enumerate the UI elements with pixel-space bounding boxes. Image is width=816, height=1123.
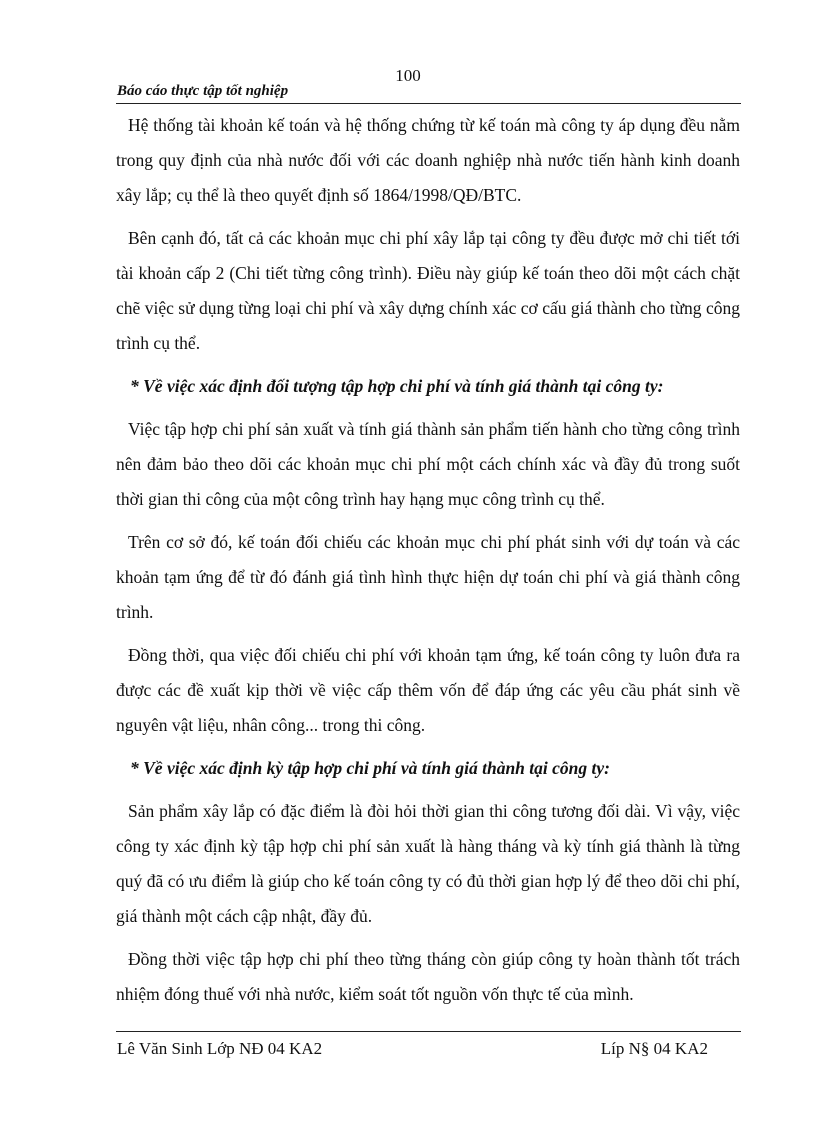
paragraph-cost-accounts: Bên cạnh đó, tất cả các khoản mục chi phí xây lắp tại công ty đều được mở chi tiết tới tài khoản cấp 2 (Chi tiết từng công trình). Điều này giúp kế toán theo dõi một cách chặt chẽ việc sử dụng từng loại chi phí và xây dựng chính xác cơ cấu giá thành cho từng công trình cụ thể. (116, 228, 740, 353)
paragraph-product-period: Sản phẩm xây lắp có đặc điểm là đòi hỏi thời gian thi công tương đối dài. Vì vậy, việc công ty xác định kỳ tập hợp chi phí sản xuất là hàng tháng và kỳ tính giá thành là từng quý đã có ưu điểm là giúp cho kế toán công ty có đủ thời gian hợp lý để theo dõi chi phí, giá thành một cách cập nhật, đầy đủ. (116, 801, 740, 926)
document-body (116, 108, 740, 1020)
paragraph-accounting-system: Hệ thống tài khoản kế toán và hệ thống chứng từ kế toán mà công ty áp dụng đều nằm trong quy định của nhà nước đối với các doanh nghiệp nhà nước tiến hành kinh doanh xây lắp; cụ thể là theo quyết định số 1864/1998/QĐ/BTC. (116, 115, 740, 205)
page-number: 100 (395, 66, 421, 85)
heading-cost-object: * Về việc xác định đối tượng tập hợp chi phí và tính giá thành tại công ty: (130, 376, 664, 396)
footer-author: Lê Văn Sinh Lớp NĐ 04 KA2 (117, 1039, 323, 1058)
header-divider (116, 103, 741, 104)
paragraph-advance-proposals: Đồng thời, qua việc đối chiếu chi phí với khoản tạm ứng, kế toán công ty luôn đưa ra được các đề xuất kịp thời về việc cấp thêm vốn để đáp ứng các yêu cầu phát sinh về nguyên vật liệu, nhân công... trong thi công. (116, 645, 740, 735)
paragraph-tax-duty: Đồng thời việc tập hợp chi phí theo từng tháng còn giúp công ty hoàn thành tốt trách nhiệm đóng thuế với nhà nước, kiểm soát tốt nguồn vốn thực tế của mình. (116, 949, 740, 1004)
footer-class: Líp N§ 04 KA2 (600, 1039, 708, 1058)
header-title: Báo cáo thực tập tốt nghiệp (117, 83, 289, 99)
paragraph-cost-collection: Việc tập hợp chi phí sản xuất và tính giá thành sản phẩm tiến hành cho từng công trình nên đảm bảo theo dõi các khoản mục chi phí một cách chính xác và đầy đủ trong suốt thời gian thi công của một công trình hay hạng mục công trình cụ thể. (116, 419, 740, 509)
footer-divider (116, 1031, 741, 1032)
paragraph-reconciliation: Trên cơ sở đó, kế toán đối chiếu các khoản mục chi phí phát sinh với dự toán và các khoản tạm ứng để từ đó đánh giá tình hình thực hiện dự toán chi phí và giá thành công trình. (116, 532, 740, 622)
heading-cost-period: * Về việc xác định kỳ tập hợp chi phí và tính giá thành tại công ty: (130, 758, 610, 778)
